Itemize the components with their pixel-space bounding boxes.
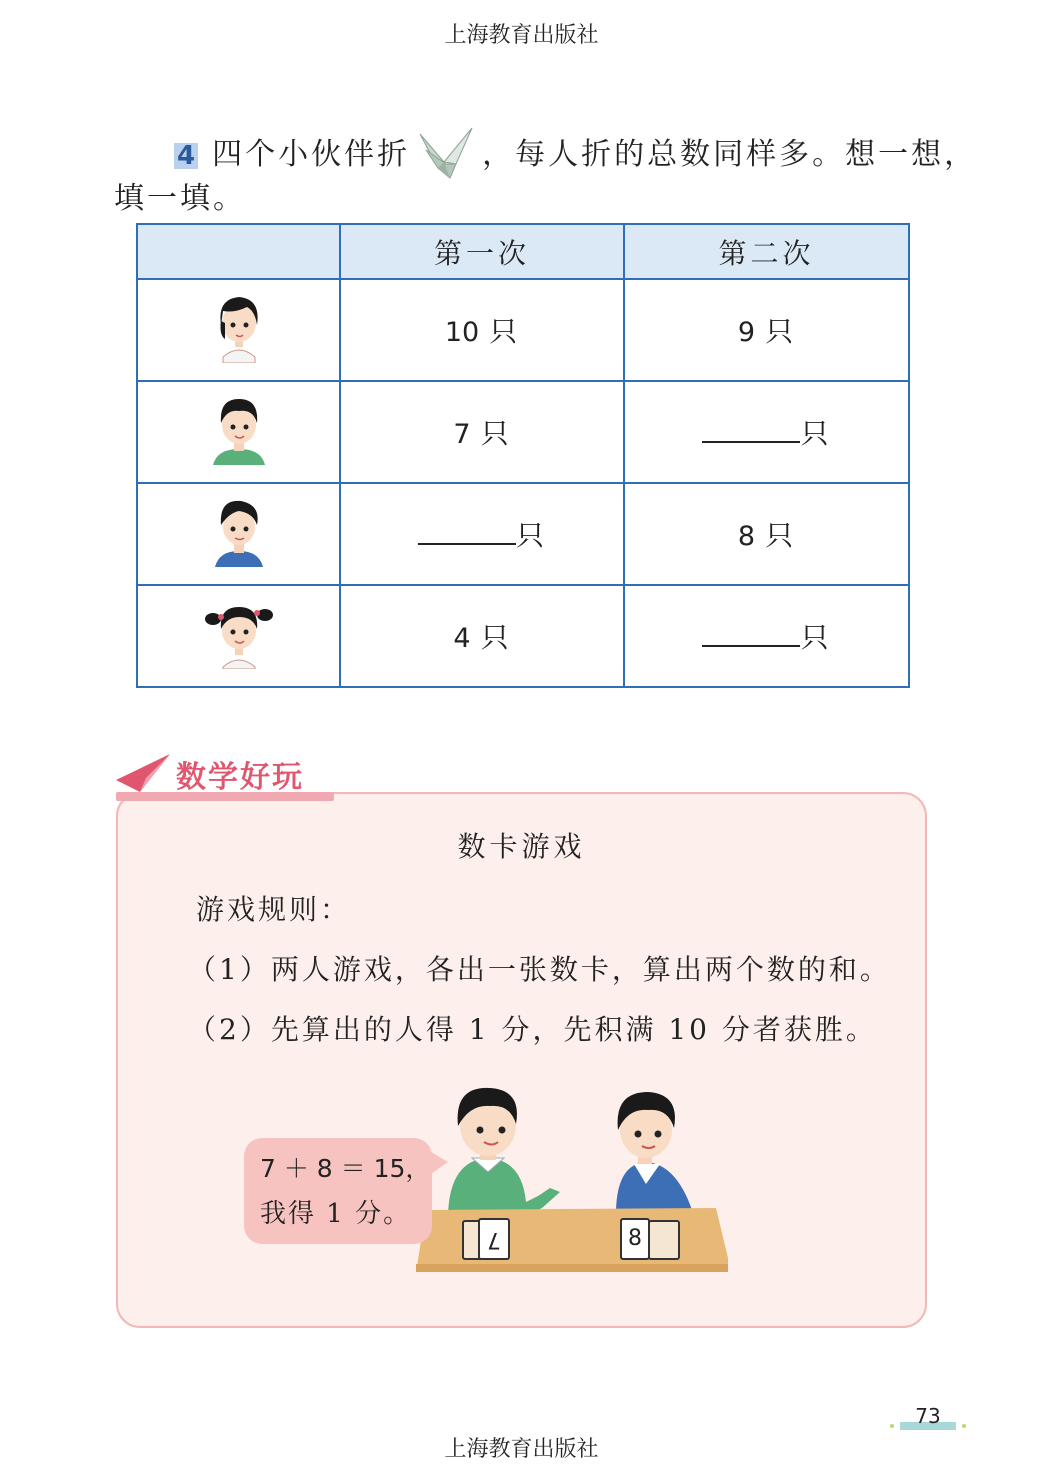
rule-1-number: （1）	[188, 953, 271, 986]
unit-label: 只	[489, 315, 520, 348]
child-girl-short-hair-avatar	[137, 279, 340, 381]
cell-value: 7	[453, 419, 471, 450]
unit-label: 只	[800, 621, 831, 654]
header-second: 第二次	[624, 224, 909, 279]
rule-1	[188, 948, 891, 988]
rules-label: 游戏规则：	[196, 893, 352, 926]
question-number: 4	[174, 143, 198, 169]
speech-bubble	[244, 1138, 432, 1244]
decor-dot	[890, 1424, 894, 1428]
number-card-right: 8	[620, 1218, 650, 1260]
answer-blank[interactable]	[702, 419, 800, 443]
publisher-header: 上海教育出版社	[444, 23, 599, 48]
card-stack-right	[620, 1218, 676, 1258]
question-line-2: 填一填。	[114, 181, 246, 216]
question-text-after: ，每人折的总数同样多。想一想，	[482, 137, 978, 172]
header-first: 第一次	[340, 224, 624, 279]
cell-second-blank	[624, 381, 909, 483]
cell-first	[340, 585, 624, 687]
answer-blank[interactable]	[702, 623, 800, 647]
rule-2-number: （2）	[188, 1013, 271, 1046]
cell-second-blank	[624, 585, 909, 687]
header-empty	[137, 224, 340, 279]
table-row	[137, 381, 909, 483]
table-row	[137, 585, 909, 687]
bubble-text: 我得 1 分。	[260, 1199, 412, 1229]
section-title: 数学好玩	[176, 760, 304, 795]
paper-crane-icon	[416, 124, 476, 188]
cell-value: 4	[453, 623, 471, 654]
rule-1-text: 两人游戏，各出一张数卡，算出两个数的和。	[270, 953, 891, 986]
card-stack-left	[462, 1218, 512, 1258]
cell-first	[340, 279, 624, 381]
question-line-1	[174, 124, 977, 188]
paper-plane-icon	[116, 752, 172, 798]
unit-label: 只	[765, 519, 796, 552]
page-number: 73	[915, 1404, 941, 1428]
child-boy-green-shirt-avatar	[137, 381, 340, 483]
table-row	[137, 279, 909, 381]
table-header-row	[137, 224, 909, 279]
cell-value: 8	[737, 521, 756, 552]
unit-label: 只	[480, 621, 511, 654]
child-girl-pigtails-avatar	[137, 585, 340, 687]
publisher-footer: 上海教育出版社	[444, 1437, 599, 1462]
number-card-left: 7	[478, 1218, 510, 1260]
unit-label: 只	[480, 417, 511, 450]
decor-dot	[962, 1424, 966, 1428]
bubble-math: 7 ＋ 8 ＝ 15，	[260, 1154, 431, 1183]
children-playing-illustration	[410, 1084, 730, 1278]
cell-second	[624, 483, 909, 585]
cell-first-blank	[340, 483, 624, 585]
cell-second	[624, 279, 909, 381]
answer-blank[interactable]	[418, 521, 516, 545]
question-text-before: 四个小伙伴折	[212, 137, 411, 172]
cell-first	[340, 381, 624, 483]
child-boy-blue-shirt-avatar	[137, 483, 340, 585]
unit-label: 只	[765, 315, 796, 348]
rule-2	[188, 1008, 877, 1048]
rule-2-text: 先算出的人得 1 分，先积满 10 分者获胜。	[270, 1013, 877, 1046]
cell-value: 9	[737, 317, 756, 348]
unit-label: 只	[515, 519, 546, 552]
cell-value: 10	[444, 317, 480, 348]
crane-count-table	[136, 223, 910, 688]
table-row	[137, 483, 909, 585]
unit-label: 只	[800, 417, 831, 450]
game-title: 数卡游戏	[457, 830, 586, 863]
